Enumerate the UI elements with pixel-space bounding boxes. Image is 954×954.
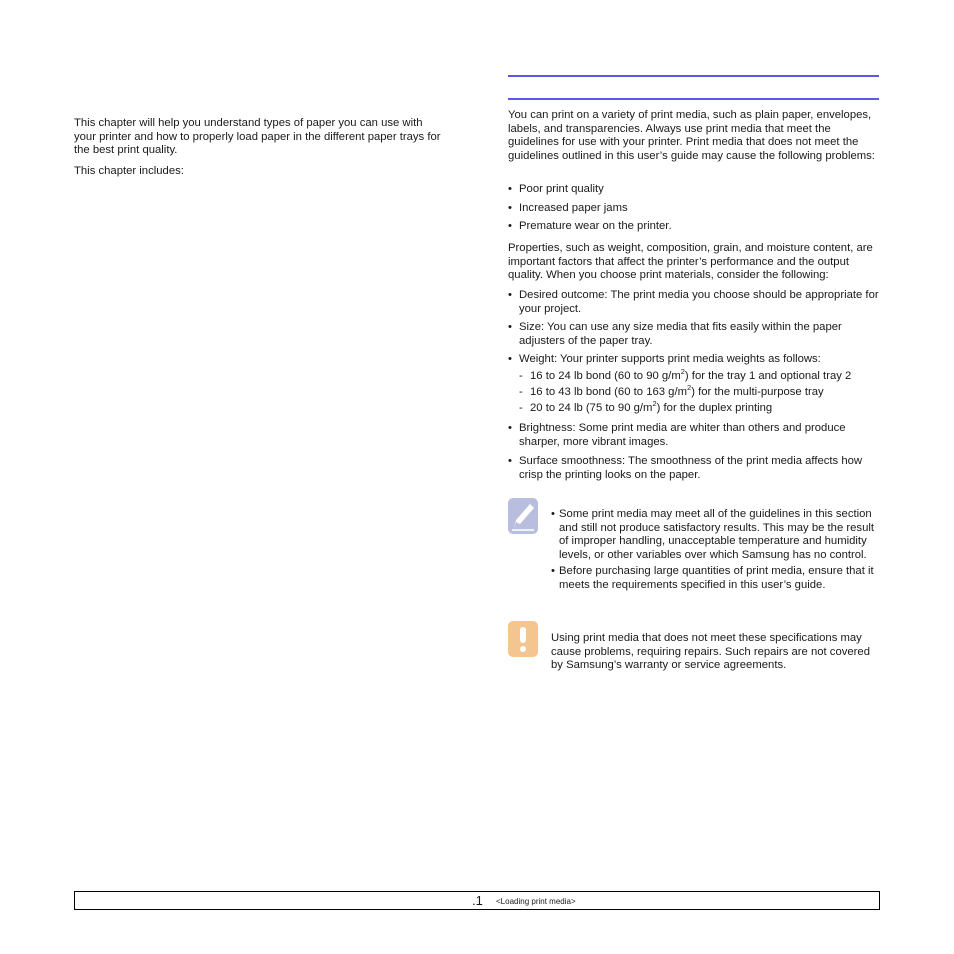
note-pencil-icon bbox=[508, 498, 538, 534]
list-item-smoothness: • Surface smoothness: The smoothness of the print media affects how crisp the printing looks on the paper. bbox=[508, 455, 863, 481]
considerations-list-weight bbox=[508, 353, 880, 367]
note-item: • Some print media may meet all of the guidelines in this section and still not produce satisfactory results. This may be the result of improper handling, unacceptable temperature and humidity levels, or other variables over which Samsung has no control. bbox=[551, 508, 874, 562]
considerations-list-smoothness bbox=[508, 455, 880, 482]
note-item: • Before purchasing large quantities of print media, ensure that it meets the requirements specified in this user’s guide. bbox=[551, 564, 874, 591]
weight-item: - 16 to 43 lb bond (60 to 163 $g/m^2$) for the multi-purpose tray bbox=[519, 383, 824, 398]
considerations-list-brightness bbox=[508, 422, 880, 449]
list-item: • Premature wear on the printer. bbox=[508, 220, 672, 233]
caution-exclamation-icon bbox=[508, 621, 538, 657]
considerations-list-size bbox=[508, 321, 880, 348]
section-rule-bottom bbox=[508, 98, 879, 100]
list-item-size: • Size: You can use any size media that fits easily within the paper adjusters of the paper tray. bbox=[508, 321, 842, 347]
list-item: • Increased paper jams bbox=[508, 201, 628, 214]
weight-item: - 20 to 24 lb (75 to 90 $g/m^2$) for the duplex printing bbox=[519, 399, 773, 414]
page-number: .1 bbox=[472, 893, 483, 908]
considerations-list bbox=[508, 289, 880, 316]
list-item-brightness: • Brightness: Some print media are whiter than others and produce sharper, more vibrant images. bbox=[508, 422, 846, 448]
problems-list bbox=[508, 183, 880, 234]
section-rule-top bbox=[508, 75, 879, 77]
chapter-includes-label: This chapter includes: bbox=[74, 165, 184, 177]
print-media-intro: You can print on a variety of print media, such as plain paper, envelopes, labels, and transparencies. Always use print media that meet the guidelines for use with your printer. Print media that does not meet the guidelines outlined in this user’s guide may cause the following problems: bbox=[508, 109, 875, 163]
list-item-desired-outcome: • Desired outcome: The print media you choose should be appropriate for your project. bbox=[508, 289, 879, 315]
caution-text: Using print media that does not meet these specifications may cause problems, requiring repairs. Such repairs are not covered by Samsung’s warranty or service agreements. bbox=[551, 632, 870, 672]
page-footer bbox=[74, 891, 880, 910]
chapter-title: <Loading print media> bbox=[496, 897, 576, 906]
chapter-intro: This chapter will help you understand types of paper you can use with your printer and how to properly load paper in the different paper trays for the best print quality. bbox=[74, 117, 441, 157]
note-text bbox=[551, 508, 879, 594]
list-item: • Poor print quality bbox=[508, 183, 604, 195]
weight-item: - 16 to 24 lb bond (60 to 90 $g/m^2$) for the tray 1 and optional tray 2 bbox=[519, 367, 852, 382]
list-item-weight: • Weight: Your printer supports print media weights as follows: bbox=[508, 353, 821, 365]
properties-paragraph: Properties, such as weight, composition, grain, and moisture content, are important factors that affect the printer’s performance and the output quality. When you choose print materials, consider the following: bbox=[508, 242, 873, 282]
